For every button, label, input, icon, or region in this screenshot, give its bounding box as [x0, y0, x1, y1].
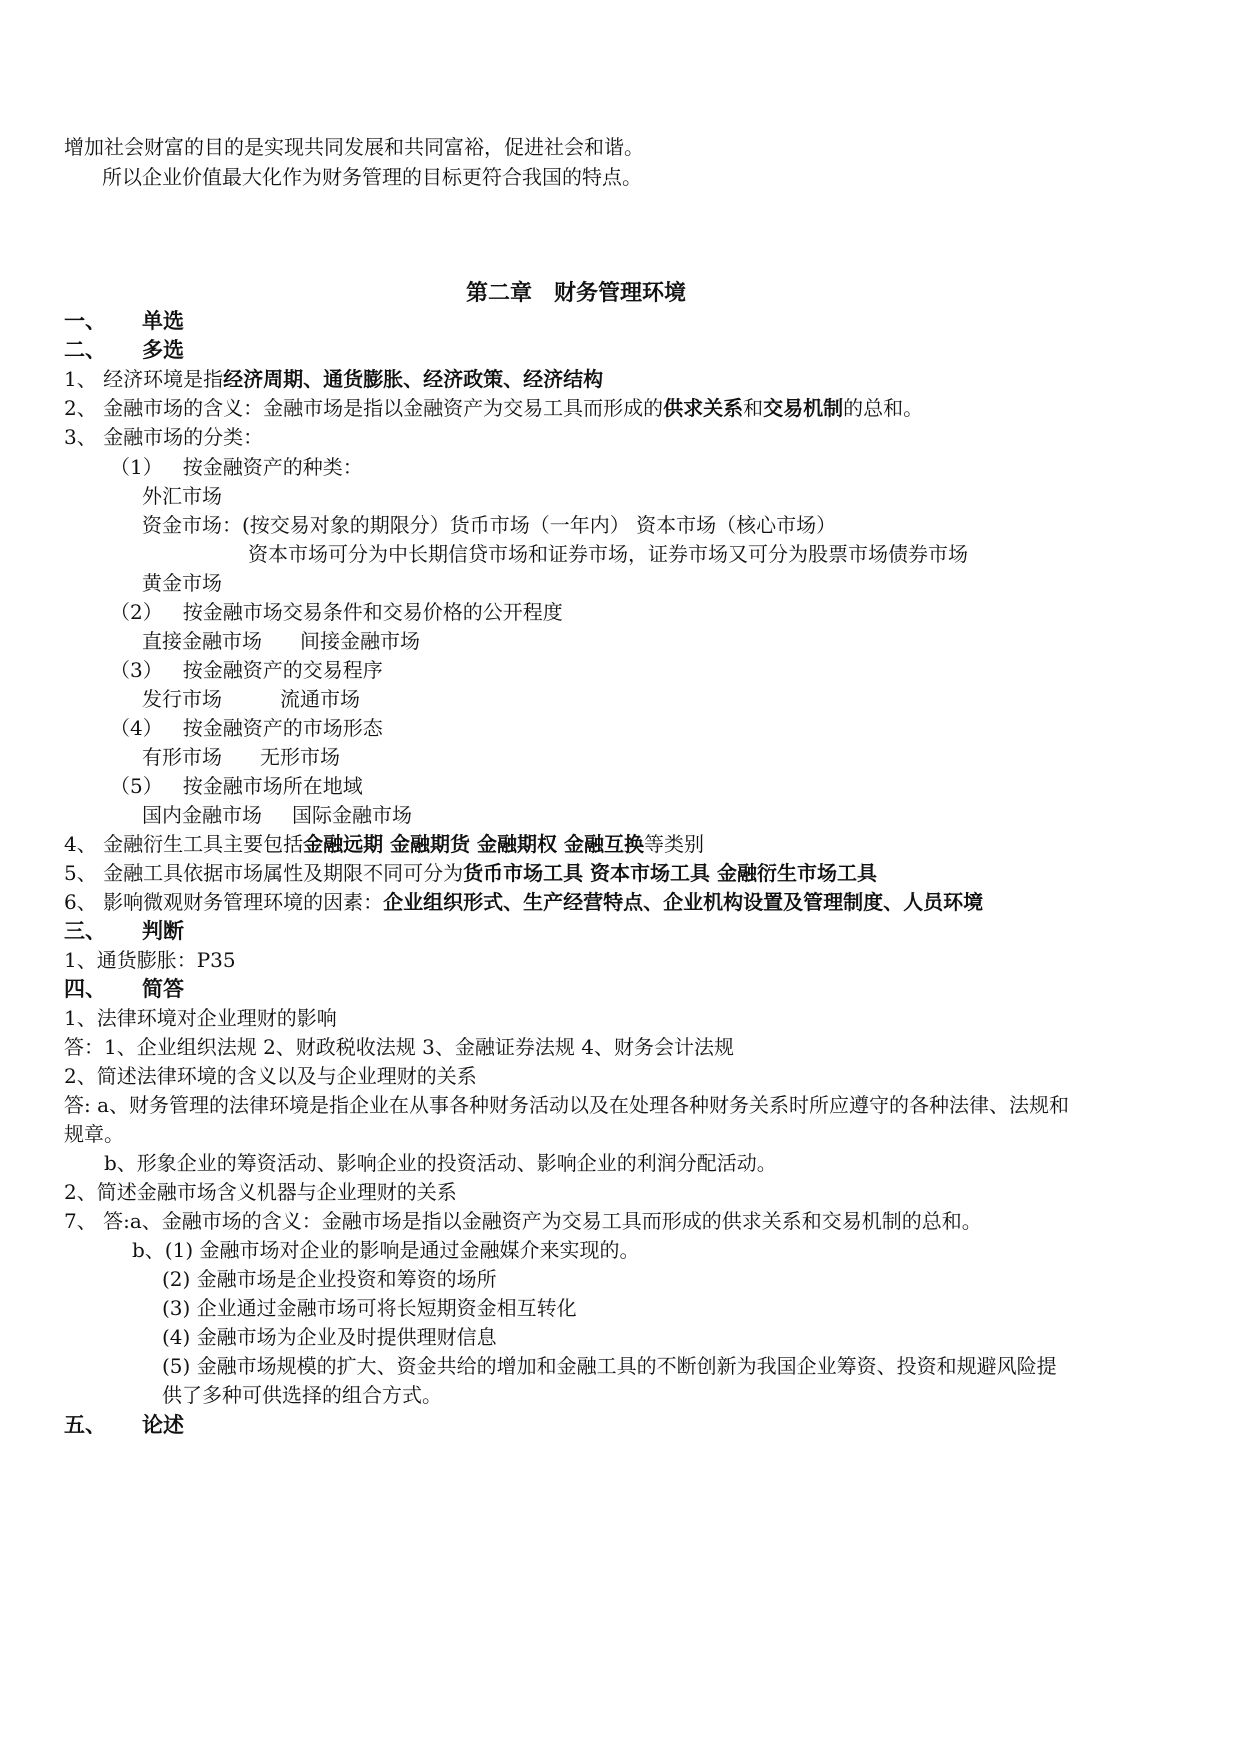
multi-item-1 [64, 364, 603, 394]
section-heading-multi-choice [64, 335, 184, 365]
section-heading-short-answer [64, 974, 184, 1004]
chapter-title: 第二章 财务管理环境 [466, 280, 687, 306]
category-2-items [142, 626, 420, 656]
multi-item-2 [64, 393, 923, 423]
market-type: 国际金融市场 [292, 803, 412, 827]
category-4 [110, 713, 383, 743]
item-text: 等类别 [643, 832, 704, 856]
intro-line-2: 所以企业价值最大化作为财务管理的目标更符合我国的特点。 [102, 165, 642, 189]
section-title: 单选 [142, 308, 184, 333]
section-number: 一、 [64, 308, 106, 333]
category-1 [110, 452, 363, 482]
category-3-items [142, 684, 360, 714]
category-text: 按金融资产的市场形态 [182, 716, 383, 740]
multi-item-6 [64, 887, 983, 917]
item-bold-text: 金融远期 金融期货 金融期权 金融互换 [303, 832, 644, 856]
short-answer-3-line-2: b、(1) 金融市场对企业的影响是通过金融媒介来实现的。 [132, 1238, 640, 1262]
short-question-2: 2、简述法律环境的含义以及与企业理财的关系 [64, 1064, 477, 1088]
item-text: 6、 影响微观财务管理环境的因素： [64, 890, 384, 914]
market-type: 直接金融市场 [142, 629, 262, 653]
section-title: 多选 [142, 337, 184, 362]
short-answer-2-line-3: b、形象企业的筹资活动、影响企业的投资活动、影响企业的利润分配活动。 [104, 1151, 777, 1175]
category-label: （1） [110, 455, 163, 479]
category-1-item-d: 黄金市场 [142, 571, 222, 595]
item-bold-text: 企业组织形式、生产经营特点、企业机构设置及管理制度、人员环境 [383, 890, 984, 914]
short-answer-3-line-3: (2) 金融市场是企业投资和筹资的场所 [162, 1267, 497, 1291]
section-number: 二、 [64, 337, 106, 362]
category-5 [110, 771, 363, 801]
item-text: 1、 经济环境是指 [64, 367, 224, 391]
market-type: 间接金融市场 [300, 629, 420, 653]
multi-item-5 [64, 858, 877, 888]
category-label: （3） [110, 658, 163, 682]
item-bold-text: 供求关系 [663, 396, 744, 420]
category-4-items [142, 742, 340, 772]
category-text: 按金融市场所在地域 [182, 774, 363, 798]
short-answer-3-line-6: (5) 金融市场规模的扩大、资金共给的增加和金融工具的不断创新为我国企业筹资、投资和规避风险提 [162, 1354, 1057, 1378]
section-number: 五、 [64, 1412, 106, 1437]
intro-line-1: 增加社会财富的目的是实现共同发展和共同富裕，促进社会和谐。 [64, 135, 644, 159]
section-number: 三、 [64, 918, 106, 943]
short-answer-2-line-2: 规章。 [64, 1122, 124, 1146]
category-1-item-a: 外汇市场 [142, 484, 222, 508]
short-answer-3-line-7: 供了多种可供选择的组合方式。 [162, 1383, 442, 1407]
multi-item-3: 3、 金融市场的分类： [64, 425, 264, 449]
market-type: 发行市场 [142, 687, 222, 711]
category-label: （2） [110, 600, 163, 624]
category-label: （4） [110, 716, 163, 740]
section-heading-single-choice [64, 306, 184, 336]
item-text: 2、 金融市场的含义：金融市场是指以金融资产为交易工具而形成的 [64, 396, 664, 420]
category-1-item-b: 资金市场：(按交易对象的期限分）货币市场（一年内） 资本市场（核心市场） [142, 513, 837, 537]
market-type: 有形市场 [142, 745, 222, 769]
category-label: （5） [110, 774, 163, 798]
section-heading-judgement [64, 916, 184, 946]
category-5-items [142, 800, 412, 830]
section-title: 论述 [142, 1412, 184, 1437]
short-question-1: 1、法律环境对企业理财的影响 [64, 1006, 337, 1030]
section-heading-discussion [64, 1410, 184, 1440]
category-2 [110, 597, 563, 627]
item-text: 5、 金融工具依据市场属性及期限不同可分为 [64, 861, 464, 885]
category-text: 按金融资产的种类： [182, 455, 363, 479]
category-text: 按金融市场交易条件和交易价格的公开程度 [182, 600, 563, 624]
section-title: 判断 [142, 918, 184, 943]
multi-item-4 [64, 829, 704, 859]
section-title: 简答 [142, 976, 184, 1001]
item-text: 的总和。 [843, 396, 924, 420]
short-question-3: 2、简述金融市场含义机器与企业理财的关系 [64, 1180, 457, 1204]
category-text: 按金融资产的交易程序 [182, 658, 383, 682]
short-answer-3-line-4: (3) 企业通过金融市场可将长短期资金相互转化 [162, 1296, 577, 1320]
item-bold-text: 经济周期、通货膨胀、经济政策、经济结构 [223, 367, 604, 391]
market-type: 流通市场 [280, 687, 360, 711]
section-number: 四、 [64, 976, 106, 1001]
short-answer-2-line-1: 答: a、财务管理的法律环境是指企业在从事各种财务活动以及在处理各种财务关系时所应遵守的各种法律、法规和 [64, 1093, 1070, 1117]
short-answer-3-line-5: (4) 金融市场为企业及时提供理财信息 [162, 1325, 497, 1349]
market-type: 国内金融市场 [142, 803, 262, 827]
category-3 [110, 655, 383, 685]
item-bold-text: 货币市场工具 资本市场工具 金融衍生市场工具 [463, 861, 878, 885]
item-bold-text: 交易机制 [763, 396, 844, 420]
judge-item-1: 1、通货膨胀：P35 [64, 948, 236, 972]
short-answer-3-line-1: 7、 答:a、金融市场的含义：金融市场是指以金融资产为交易工具而形成的供求关系和交易机制的总和。 [64, 1209, 982, 1233]
item-text: 4、 金融衍生工具主要包括 [64, 832, 304, 856]
item-text: 和 [743, 396, 764, 420]
short-answer-1: 答：1、企业组织法规 2、财政税收法规 3、金融证券法规 4、财务会计法规 [64, 1035, 734, 1059]
market-type: 无形市场 [260, 745, 340, 769]
category-1-item-c: 资本市场可分为中长期信贷市场和证券市场，证券市场又可分为股票市场债券市场 [248, 542, 968, 566]
